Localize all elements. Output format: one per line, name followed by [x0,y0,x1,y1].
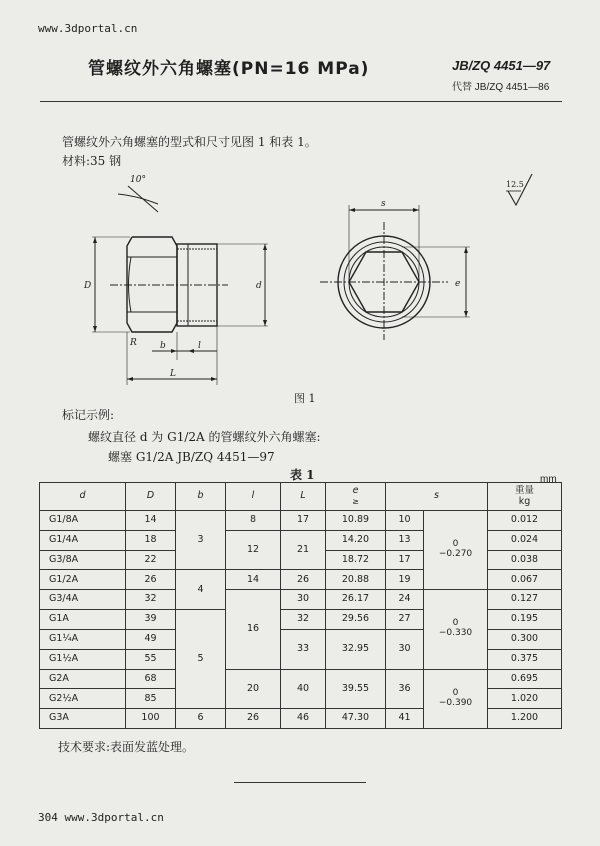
marking-description: 螺纹直径 d 为 G1/2A 的管螺纹外六角螺塞: [88,430,321,444]
header-e-min: ≥ [352,496,359,506]
table-title: 表 1 [290,468,315,482]
table-row [40,669,562,689]
cell-e: 39.55 [326,669,386,709]
cell-s-tolerance [424,511,488,590]
bottom-rule [234,782,366,783]
cell-l: 20 [226,669,281,709]
table-row [40,511,562,531]
header-e-letter: e [352,485,359,497]
cell-mass: 0.195 [488,610,562,630]
header-b: b [176,483,226,511]
cell-D: 39 [126,610,176,630]
header-mass-label: 重量 [515,485,535,497]
cell-s: 13 [386,530,424,550]
cell-s-tolerance [424,669,488,729]
replaces-standard: 代替 JB/ZQ 4451—86 [452,82,550,93]
header-mass-unit: kg [518,495,531,507]
cell-L: 40 [281,669,326,709]
cell-l: 12 [226,530,281,570]
cell-l: 26 [226,709,281,729]
angle-label: 10° [130,175,146,185]
cell-s: 19 [386,570,424,590]
cell-mass: 1.020 [488,689,562,709]
header-l: l [226,483,281,511]
cell-s: 17 [386,550,424,570]
cell-mass: 0.300 [488,629,562,649]
table-header-row [40,483,562,511]
tol-lower: −0.330 [438,628,473,639]
dim-l-label: l [198,341,201,351]
dim-b-label: b [160,341,166,351]
cell-b: 6 [176,709,226,729]
cell-L: 33 [281,629,326,669]
cell-D: 32 [126,590,176,610]
cell-mass: 0.375 [488,649,562,669]
cell-d: G2A [40,669,126,689]
cell-d: G1/8A [40,511,126,531]
tol-upper: 0 [452,618,459,629]
header-L: L [281,483,326,511]
cell-D: 26 [126,570,176,590]
cell-e: 32.95 [326,629,386,669]
cell-e: 10.89 [326,511,386,531]
dim-s-label: s [381,199,386,209]
roughness-value: 12.5 [506,180,524,189]
header-s: s [386,483,488,511]
cell-e: 14.20 [326,530,386,550]
marking-example: 螺塞 G1/2A JB/ZQ 4451—97 [108,450,275,464]
figure-caption: 图 1 [294,392,316,405]
marking-heading: 标记示例: [62,408,115,422]
cell-s: 24 [386,590,424,610]
cell-s: 41 [386,709,424,729]
cell-D: 22 [126,550,176,570]
cell-e: 26.17 [326,590,386,610]
dim-L-label: L [170,369,176,379]
cell-b: 4 [176,570,226,610]
cell-s: 30 [386,629,424,669]
table-unit: mm [540,474,557,485]
technical-requirements: 技术要求:表面发蓝处理。 [58,740,195,754]
dimension-table [39,482,562,729]
cell-L: 32 [281,610,326,630]
cell-b: 3 [176,511,226,570]
footer [38,811,164,824]
material-text: 材料:35 钢 [62,154,122,168]
cell-s: 27 [386,610,424,630]
tol-upper: 0 [452,539,459,550]
header-e [326,483,386,511]
page-title: 管螺纹外六角螺塞(PN=16 MPa) [88,59,370,79]
cell-d: G3/4A [40,590,126,610]
cell-D: 100 [126,709,176,729]
cell-l: 14 [226,570,281,590]
tol-upper: 0 [452,687,459,698]
cell-e: 47.30 [326,709,386,729]
cell-D: 49 [126,629,176,649]
cell-d: G1/2A [40,570,126,590]
cell-d: G1¼A [40,629,126,649]
cell-s: 36 [386,669,424,709]
cell-mass: 0.012 [488,511,562,531]
figure-1-drawing [0,0,600,400]
cell-L: 17 [281,511,326,531]
cell-D: 14 [126,511,176,531]
dim-d-label: d [256,281,262,291]
top-url: www.3dportal.cn [38,22,138,35]
cell-D: 18 [126,530,176,550]
cell-d: G3A [40,709,126,729]
cell-L: 30 [281,590,326,610]
cell-d: G1/4A [40,530,126,550]
table-row [40,590,562,610]
tol-lower: −0.390 [438,697,473,708]
cell-mass: 0.038 [488,550,562,570]
cell-e: 18.72 [326,550,386,570]
cell-l: 8 [226,511,281,531]
cell-mass: 1.200 [488,709,562,729]
cell-d: G3/8A [40,550,126,570]
cell-mass: 0.695 [488,669,562,689]
footer-url: www.3dportal.cn [64,811,164,824]
cell-s-tolerance [424,590,488,669]
cell-e: 20.88 [326,570,386,590]
cell-d: G1½A [40,649,126,669]
cell-d: G1A [40,610,126,630]
dim-e-label: e [455,279,461,289]
header-mass [488,483,562,511]
cell-mass: 0.127 [488,590,562,610]
cell-D: 85 [126,689,176,709]
standard-number: JB/ZQ 4451—97 [452,58,551,73]
cell-L: 26 [281,570,326,590]
cell-L: 21 [281,530,326,570]
cell-e: 29.56 [326,610,386,630]
cell-D: 68 [126,669,176,689]
dim-R-label: R [130,338,137,348]
tol-lower: −0.270 [438,549,473,560]
header-d: d [40,483,126,511]
cell-d: G2½A [40,689,126,709]
cell-b: 5 [176,610,226,709]
cell-mass: 0.024 [488,530,562,550]
cell-L: 46 [281,709,326,729]
cell-l: 16 [226,590,281,669]
cell-s: 10 [386,511,424,531]
dim-D-label: D [84,281,92,291]
intro-text: 管螺纹外六角螺塞的型式和尺寸见图 1 和表 1。 [62,135,317,149]
cell-mass: 0.067 [488,570,562,590]
page-number: 304 [38,811,58,824]
header-D: D [126,483,176,511]
cell-D: 55 [126,649,176,669]
